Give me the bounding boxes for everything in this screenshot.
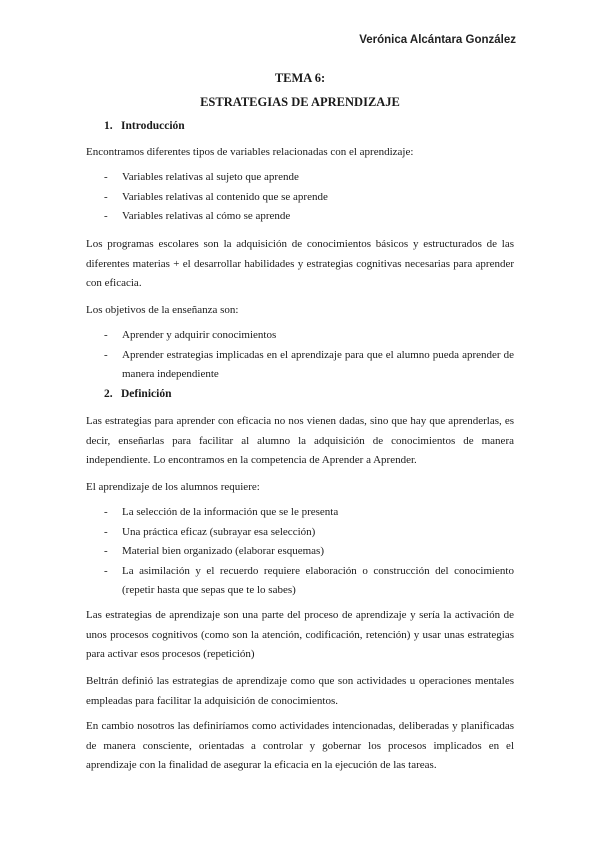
section-label: Definición — [121, 388, 172, 400]
paragraph: Encontramos diferentes tipos de variables relacionadas con el aprendizaje: — [86, 146, 414, 158]
section-number: 1. — [104, 120, 113, 132]
section-number: 2. — [104, 388, 113, 400]
section-heading-definicion — [104, 388, 171, 400]
list-item: - Aprender y adquirir conocimientos — [104, 329, 277, 341]
section-heading-introduccion — [104, 120, 185, 132]
list-item: - Material bien organizado (elaborar esquemas) — [104, 545, 324, 557]
paragraph: Los objetivos de la enseñanza son: — [86, 304, 239, 316]
list-item: - Una práctica eficaz (subrayar esa selección) — [104, 525, 316, 538]
paragraph: El aprendizaje de los alumnos requiere: — [86, 481, 260, 493]
list-item: - La selección de la información que se le presenta — [104, 506, 339, 518]
list-item: - Variables relativas al cómo se aprende — [104, 210, 291, 222]
topic-title: ESTRATEGIAS DE APRENDIZAJE — [200, 95, 400, 109]
paragraph: Beltrán definió las estrategias de aprendizaje como que son actividades u operaciones mentales empleadas para facilitar la adquisición de conocimientos. — [86, 675, 514, 707]
variables-list — [86, 168, 514, 227]
paragraph: Las estrategias de aprendizaje son una parte del proceso de aprendizaje y sería la activación de unos procesos cognitivos (como son la atención, codificación, retención) y usar unas estrategias para activar esos procesos (repetición) — [86, 609, 514, 660]
topic-number: TEMA 6: — [274, 71, 326, 85]
list-item: - La asimilación y el recuerdo requiere elaboración o construcción del conocimiento (repetir hasta que sepas que te lo sabes) — [104, 564, 514, 596]
requiere-list — [86, 503, 514, 601]
section-label: Introducción — [121, 120, 185, 132]
list-item: - Variables relativas al sujeto que aprende — [104, 171, 299, 183]
objetivos-list — [86, 326, 514, 385]
list-item: - Aprender estrategias implicadas en el aprendizaje para que el alumno pueda aprender de manera independiente — [104, 348, 514, 380]
paragraph: Los programas escolares son la adquisición de conocimientos básicos y estructurados de las diferentes materias + el desarrollar habilidades y estrategias cognitivas necesarias para aprender con eficacia. — [86, 238, 514, 289]
list-item: - Variables relativas al contenido que se aprende — [104, 190, 328, 203]
paragraph: En cambio nosotros las definiríamos como actividades intencionadas, deliberadas y planificadas de manera consciente, orientadas a controlar y gobernar los procesos implicados en el aprendizaje con la finalidad de asegurar la eficacia en la ejecución de las tareas. — [86, 720, 514, 771]
author-name: Verónica Alcántara González — [359, 34, 516, 46]
paragraph: Las estrategias para aprender con eficacia no nos vienen dadas, sino que hay que aprenderlas, es decir, enseñarlas para facilitar al alumno la adquisición de conocimientos de manera independiente. Lo encontramos en la competencia de Aprender a Aprender. — [86, 415, 514, 466]
